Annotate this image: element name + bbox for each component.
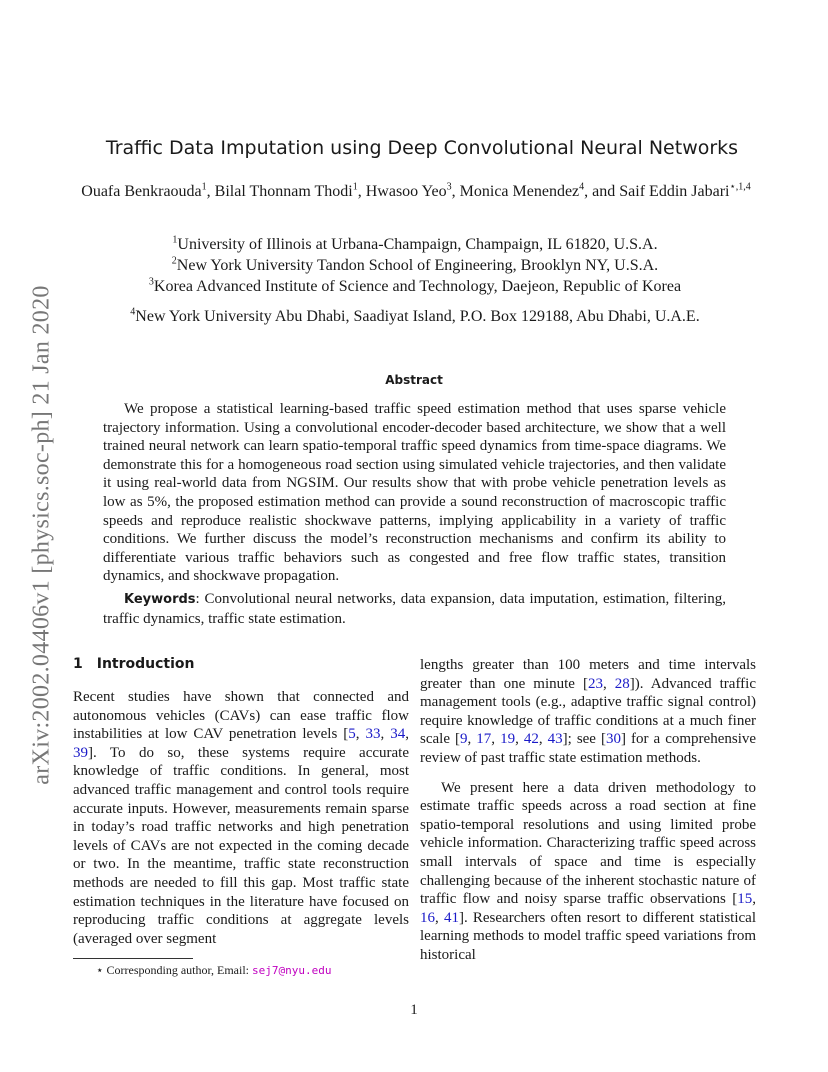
affiliation-mark: 2 [171,255,177,267]
affiliation-text: Korea Advanced Institute of Science and Technology, Daejeon, Republic of Korea [153,278,682,295]
author-affiliation-mark: 1 [201,181,207,193]
text-run: We present here a data driven methodology to estimate traffic speeds across a road section at fine spatio-temporal resolutions and using limited probe vehicle information. Characterizing traffic speed across small intervals of space and time is especially challenging because of the inherent stochastic nature of traffic flow and noisy sparse traffic observations [ [420,779,756,908]
author-affiliation-mark: 3 [446,181,452,193]
text-run: , [355,726,366,743]
text-run: ]. Researchers often resort to different statistical learning methods to model traffic speed variations from historical [420,909,756,963]
citation-link[interactable]: 39 [73,744,88,761]
abstract-text: We propose a statistical learning-based traffic speed estimation method that uses sparse vehicle trajectory information. Using a convolutional encoder-decoder based architecture, we show that a well trained neural network can learn spatio-temporal traffic speed dynamics from time-space diagrams. We demonstrate this for a homogeneous road section using simulated vehicle trajectories, and then validate it using real-world data from NGSIM. Our results show that with probe vehicle penetration levels as low as 5%, the proposed estimation method can provide a sound reconstruction of macroscopic traffic speeds and reproduce realistic shockwave patterns, implying applicability in a variety of traffic conditions. We further discuss the model’s reconstruction mechanisms and confirm its ability to differentiate various traffic behaviors such as congested and free flow traffic states, transition dynamics, and shockwave propagation. [103,401,726,585]
section-heading [73,654,409,674]
page-number: 1 [410,1002,418,1018]
section-title: Introduction [96,656,195,672]
email-link[interactable]: sej7@nyu.edu [252,964,332,977]
section-number: 1 [73,656,83,672]
affiliation [80,234,750,255]
citation-link[interactable]: 15 [737,891,753,908]
author-name: Saif Eddin Jabari [619,183,730,200]
footnote-text: Corresponding author, Email: [103,963,253,977]
affiliation-text: New York University Tandon School of Engineering, Brooklyn NY, U.S.A. [176,257,659,274]
keywords-text: : Convolutional neural networks, data expansion, data imputation, estimation, filtering, traffic dynamics, traffic state estimation. [103,591,726,627]
affiliation-text: New York University Abu Dhabi, Saadiyat Island, P.O. Box 129188, Abu Dhabi, U.A.E. [135,308,700,325]
text-run: , [602,675,615,692]
text-run: , [538,731,548,748]
text-run: , [752,891,756,908]
text-run: , [380,726,391,743]
author-name: Ouafa Benkraouda [81,183,202,200]
citation-link[interactable]: 5 [348,726,356,743]
citation-link[interactable]: 19 [500,731,516,748]
affiliation-list [80,234,750,327]
footnote-rule [73,958,193,959]
author-affiliation-mark: ⋆,1,4 [729,181,751,193]
citation-link[interactable]: 42 [523,731,539,748]
affiliation [80,276,750,297]
text-run: , [467,731,477,748]
citation-link[interactable]: 28 [614,675,630,692]
arxiv-stamp [27,255,57,815]
author-name: Monica Menendez [459,183,580,200]
text-run: , [435,909,444,926]
citation-link[interactable]: 43 [547,731,563,748]
text-run: , [491,731,501,748]
author-list: Ouafa Benkraouda$^1$, Bilal Thonnam Thodi$^1$, Hwasoo Yeo$^3$, Monica Menendez$^4$, and Saif Eddin Jabari$^{⋆,1,4}$ [81,181,751,200]
author-affiliation-mark: 4 [579,181,585,193]
footnote-mark: ⋆ [96,963,104,977]
citation-link[interactable]: 33 [365,726,381,743]
text-run: Recent studies have shown that connected and autonomous vehicles (CAVs) can ease traffic flow instabilities at low CAV penetration levels [ [73,689,409,743]
intro-paragraph-1-continued [420,656,756,768]
paper-title: Traffic Data Imputation using Deep Convolutional Neural Networks [105,137,739,159]
citation-link[interactable]: 16 [420,909,435,926]
text-run: , [405,726,409,743]
abstract-heading: Abstract [385,373,443,387]
citation-link[interactable]: 9 [460,731,468,748]
affiliation-mark: 3 [148,276,154,288]
affiliation-mark: 1 [172,234,178,246]
keywords [103,590,726,628]
footnote [96,963,332,978]
citation-link[interactable]: 34 [390,726,406,743]
author-affiliation-mark: 1 [352,181,358,193]
text-run: , [515,731,524,748]
affiliation-mark: 4 [130,306,136,318]
citation-link[interactable]: 17 [476,731,492,748]
intro-paragraph-1 [73,688,409,948]
text-run: ]; see [ [562,731,606,748]
text-run: ] for a comprehensive review of past traffic state estimation methods. [420,731,757,766]
affiliation-text: University of Illinois at Urbana-Champaign, Champaign, IL 61820, U.S.A. [177,236,658,253]
affiliation [80,306,750,327]
author-name: Hwasoo Yeo [365,183,447,200]
citation-link[interactable]: 30 [606,731,621,748]
affiliation [80,255,750,276]
text-run: ]. To do so, these systems require accurate knowledge of traffic conditions. In general, most advanced traffic management and control tools require accurate inputs. However, measurements remain sparse in today’s road traffic networks and high penetration levels of CAVs are not expected in the coming decade or two. In the meantime, traffic state reconstruction methods are needed to fill this gap. Most traffic state estimation techniques in the literature have focused on reproducing traffic conditions at aggregate levels (averaged over segment [73,744,409,947]
keywords-label: Keywords [124,592,196,607]
citation-link[interactable]: 23 [587,675,603,692]
intro-paragraph-2 [420,779,756,965]
text-run: ]). Advanced traffic management tools (e.g., adaptive traffic signal control) require knowledge of traffic conditions at a much finer scale [ [420,675,756,748]
left-column [73,654,409,948]
arxiv-stamp-text: arXiv:2002.04406v1 [physics.soc-ph] 21 Jan 2020 [28,285,55,785]
author-name: Bilal Thonnam Thodi [214,183,353,200]
citation-link[interactable]: 41 [443,909,459,926]
text-run: lengths greater than 100 meters and time intervals greater than one minute [ [420,657,756,692]
right-column [420,656,756,965]
